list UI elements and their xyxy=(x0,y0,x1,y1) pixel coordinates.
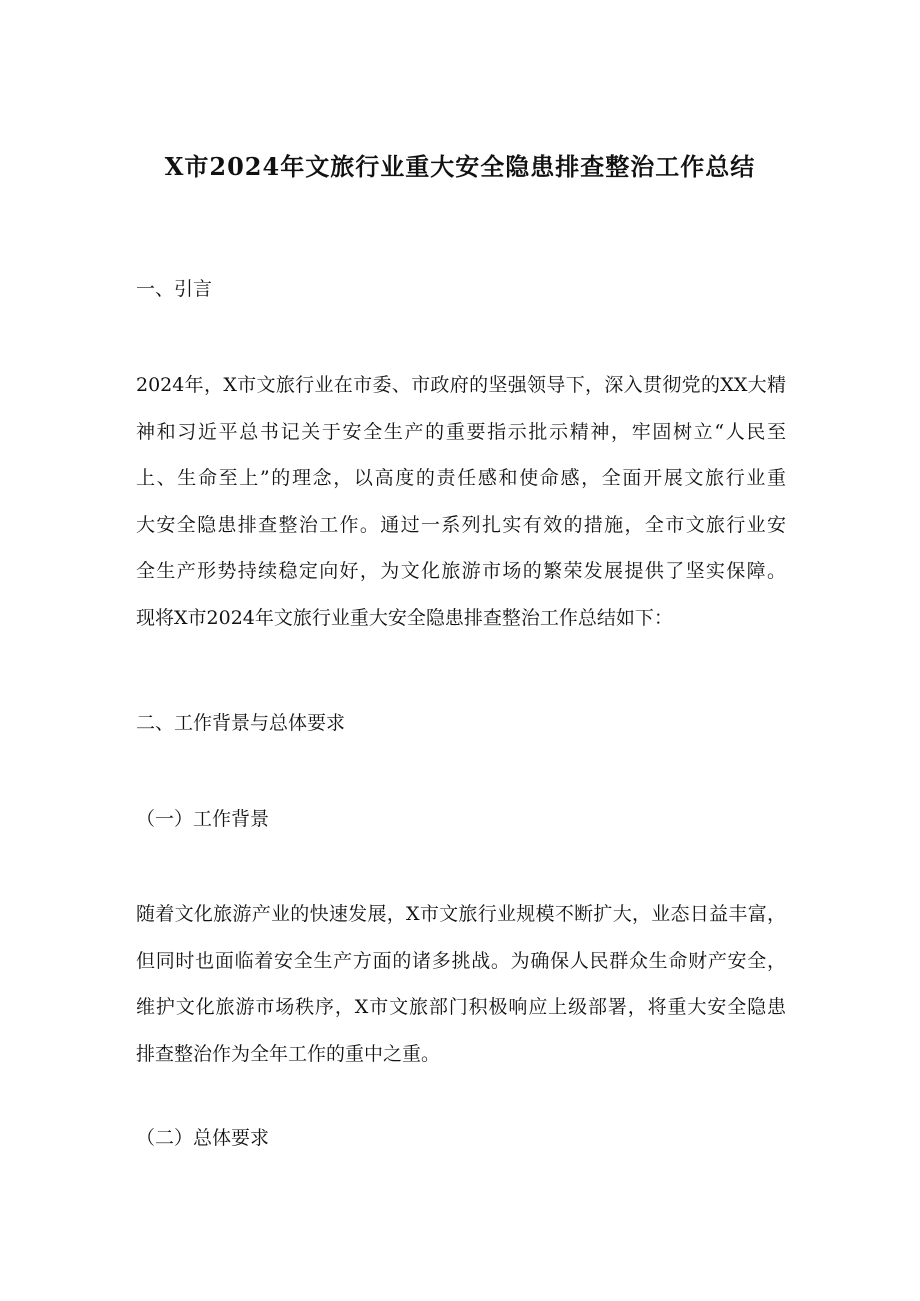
paragraph-line: 维护文化旅游市场秩序，X市文旅部门积极响应上级部署，将重大安全隐患 xyxy=(136,996,786,1018)
paragraph-line: 上、生命至上”的理念，以高度的责任感和使命感，全面开展文旅行业重 xyxy=(136,467,786,489)
document-title: X市2024年文旅行业重大安全隐患排查整治工作总结 xyxy=(164,152,756,181)
paragraph-line: 神和习近平总书记关于安全生产的重要指示批示精神，牢固树立“人民至 xyxy=(136,420,786,443)
subsection-heading-general-requirements: （二）总体要求 xyxy=(136,1127,270,1149)
section-heading-introduction: 一、引言 xyxy=(136,278,213,300)
paragraph-line: 全生产形势持续稳定向好，为文化旅游市场的繁荣发展提供了坚实保障。 xyxy=(136,560,786,582)
paragraph-line: 大安全隐患排查整治工作。通过一系列扎实有效的措施，全市文旅行业安 xyxy=(136,513,786,536)
paragraph-work-background xyxy=(136,891,786,1077)
paragraph-line: 但同时也面临着安全生产方面的诸多挑战。为确保人民群众生命财产安全， xyxy=(136,949,786,972)
paragraph-line: 随着文化旅游产业的快速发展，X市文旅行业规模不断扩大，业态日益丰富， xyxy=(136,903,786,925)
subsection-heading-work-background: （一）工作背景 xyxy=(136,808,270,830)
paragraph-line: 排查整治作为全年工作的重中之重。 xyxy=(136,1042,441,1065)
section-heading-background-requirements: 二、工作背景与总体要求 xyxy=(136,712,346,734)
paragraph-line: 2024年，X市文旅行业在市委、市政府的坚强领导下，深入贯彻党的XX大精 xyxy=(136,374,786,396)
paragraph-line: 现将X市2024年文旅行业重大安全隐患排查整治工作总结如下： xyxy=(136,606,673,629)
paragraph-introduction xyxy=(136,362,786,641)
